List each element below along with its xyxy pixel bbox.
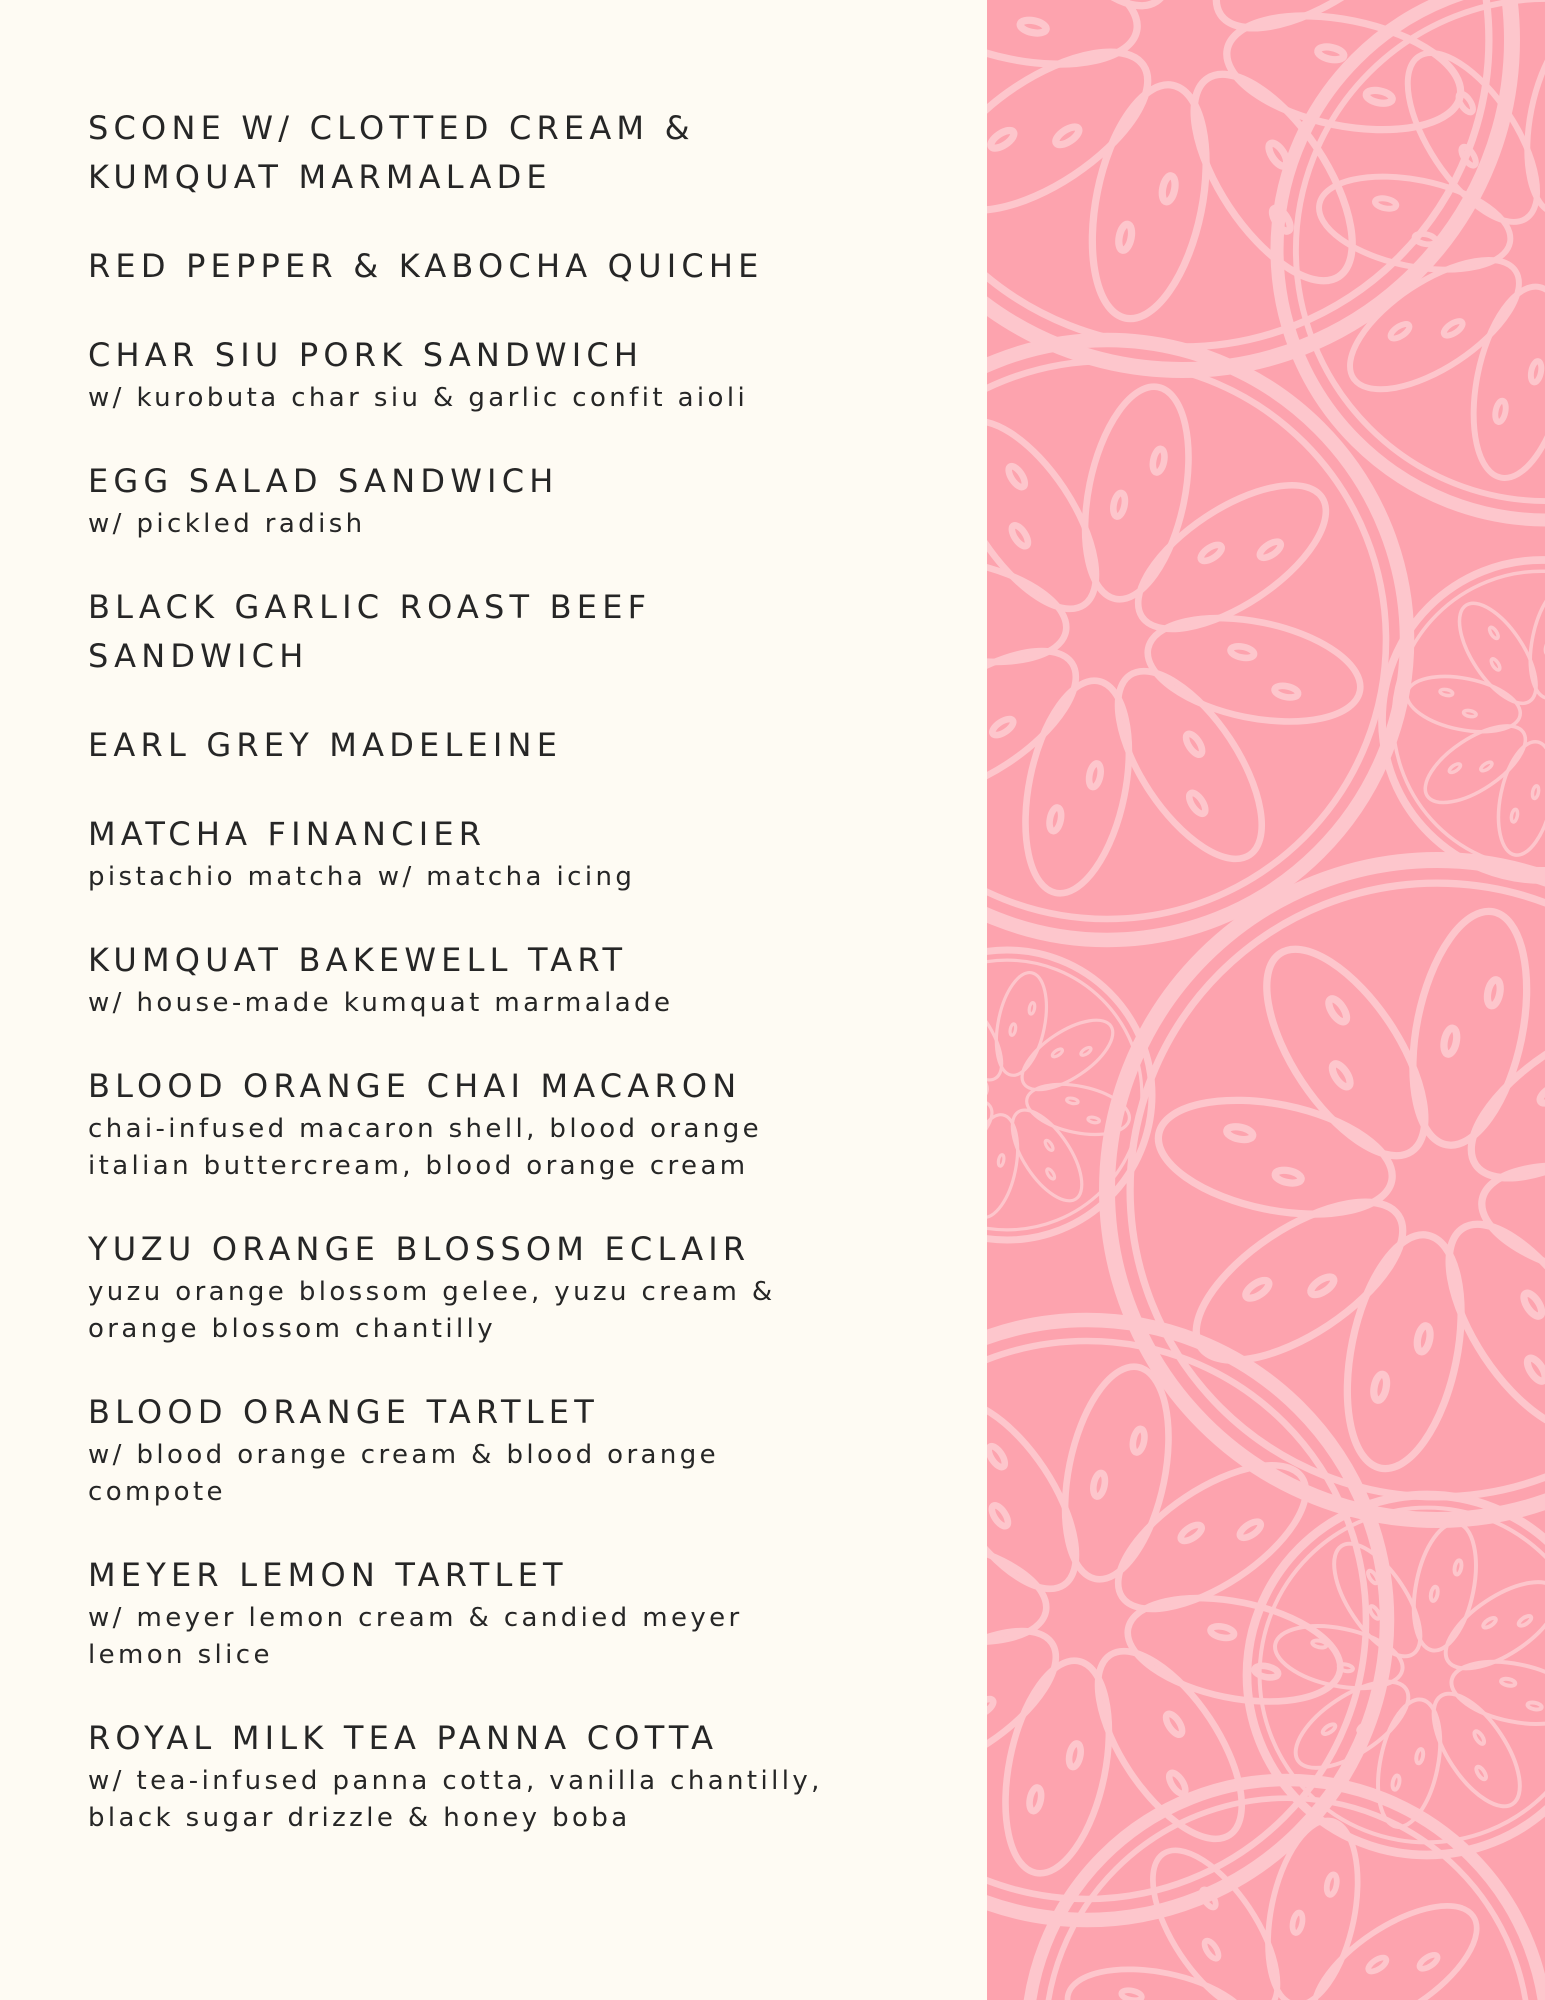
menu-list (88, 104, 968, 1877)
menu-item (88, 583, 968, 681)
menu-item-description: w/ pickled radish (88, 509, 366, 539)
citrus-slice-icon (1107, 860, 1545, 1520)
menu-item-description: yuzu orange blossom gelee, yuzu cream & orange blossom chantilly (88, 1277, 776, 1344)
menu-item-name: KUMQUAT BAKEWELL TART (88, 941, 628, 979)
menu-item-description: chai-infused macaron shell, blood orange italian buttercream, blood orange cream (88, 1114, 763, 1181)
menu-item-name: MATCHA FINANCIER (88, 815, 487, 853)
menu-item (88, 810, 968, 896)
menu-item-description: w/ kurobuta char siu & garlic confit aioli (88, 383, 749, 413)
menu-item (88, 1714, 968, 1837)
citrus-pattern-panel (987, 0, 1545, 2000)
menu-item (88, 1551, 968, 1674)
menu-item (88, 721, 968, 770)
menu-item (88, 936, 968, 1022)
menu-item-name: RED PEPPER & KABOCHA QUICHE (88, 247, 764, 285)
menu-item-name: MEYER LEMON TARTLET (88, 1556, 568, 1594)
menu-item (88, 457, 968, 543)
menu-item-description: pistachio matcha w/ matcha icing (88, 862, 636, 892)
menu-item (88, 1225, 968, 1348)
menu-item (88, 331, 968, 417)
menu-item-name: BLACK GARLIC ROAST BEEF SANDWICH (88, 588, 652, 675)
menu-item-name: SCONE W/ CLOTTED CREAM & KUMQUAT MARMALADE (88, 109, 695, 196)
menu-item-description: w/ blood orange cream & blood orange compote (88, 1440, 720, 1507)
menu-item-name: CHAR SIU PORK SANDWICH (88, 336, 644, 374)
menu-item-name: YUZU ORANGE BLOSSOM ECLAIR (88, 1230, 751, 1268)
menu-item-name: ROYAL MILK TEA PANNA COTTA (88, 1719, 719, 1757)
menu-item-description: w/ meyer lemon cream & candied meyer lemon slice (88, 1603, 743, 1670)
menu-item-name: EGG SALAD SANDWICH (88, 462, 559, 500)
menu-item (88, 242, 968, 291)
menu-item-name: BLOOD ORANGE TARTLET (88, 1393, 599, 1431)
citrus-slice-icon (987, 0, 1545, 2000)
menu-item-description: w/ house-made kumquat marmalade (88, 988, 674, 1018)
menu-item-name: BLOOD ORANGE CHAI MACARON (88, 1067, 742, 1105)
menu-item-description: w/ tea-infused panna cotta, vanilla chantilly, black sugar drizzle & honey boba (88, 1766, 823, 1833)
menu-item (88, 1062, 968, 1185)
menu-item-name: EARL GREY MADELEINE (88, 726, 563, 764)
menu-item (88, 104, 968, 202)
menu-item (88, 1388, 968, 1511)
